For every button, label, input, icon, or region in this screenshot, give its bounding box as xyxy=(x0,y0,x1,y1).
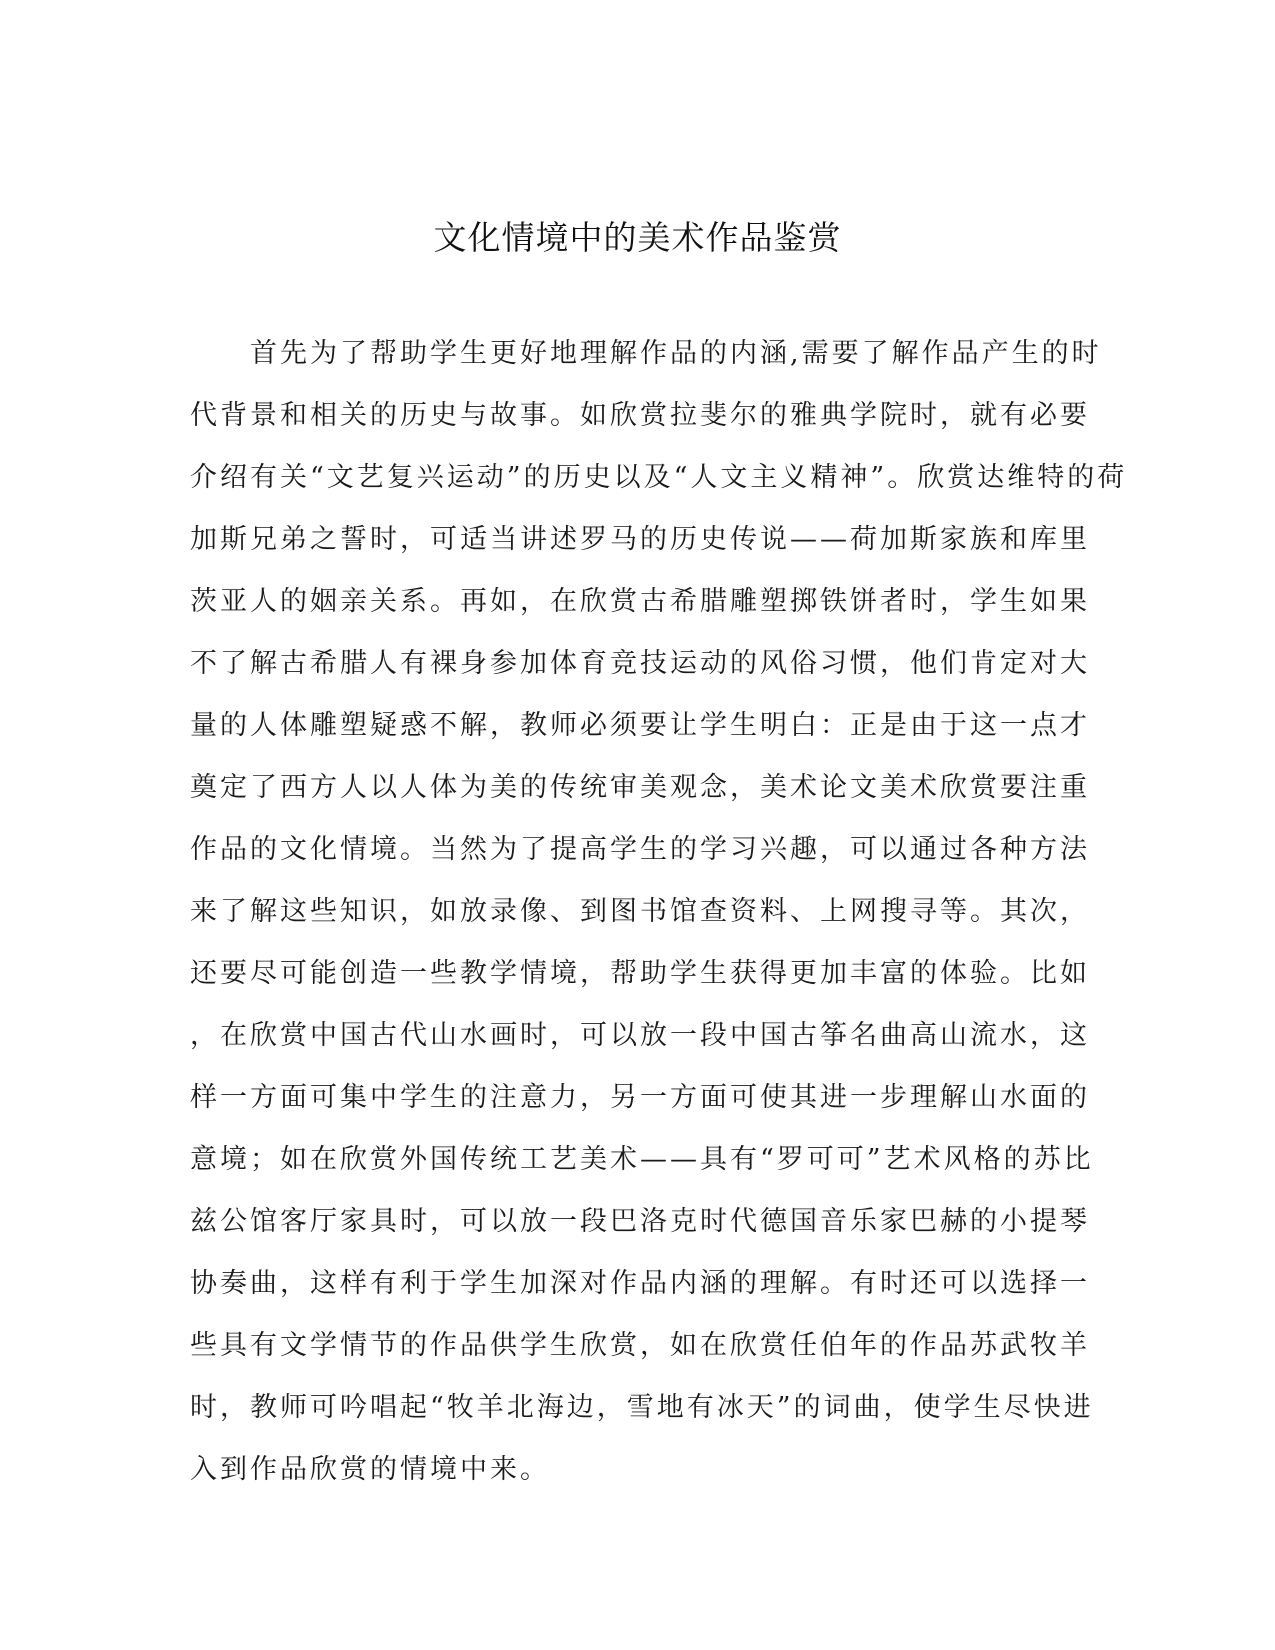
body-line: 介绍有关“文艺复兴运动”的历史以及“人文主义精神”。欣赏达维特的荷 xyxy=(190,462,1128,493)
body-line: 代背景和相关的历史与故事。如欣赏拉斐尔的雅典学院时，就有必要 xyxy=(190,400,1090,431)
body-line: 入到作品欣赏的情境中来。 xyxy=(190,1454,550,1485)
body-line: 兹公馆客厅家具时，可以放一段巴洛克时代德国音乐家巴赫的小提琴 xyxy=(190,1206,1090,1237)
body-line: 些具有文学情节的作品供学生欣赏，如在欣赏任伯年的作品苏武牧羊 xyxy=(190,1330,1090,1361)
body-line: ，在欣赏中国古代山水画时，可以放一段中国古筝名曲高山流水，这 xyxy=(190,1020,1090,1051)
body-line: 还要尽可能创造一些教学情境，帮助学生获得更加丰富的体验。比如 xyxy=(190,958,1090,989)
body-line: 协奏曲，这样有利于学生加深对作品内涵的理解。有时还可以选择一 xyxy=(190,1268,1090,1299)
body-line: 时，教师可吟唱起“牧羊北海边，雪地有冰天”的词曲，使学生尽快进 xyxy=(190,1392,1094,1423)
body-line: 茨亚人的姻亲关系。再如，在欣赏古希腊雕塑掷铁饼者时，学生如果 xyxy=(190,586,1090,617)
body-line: 来了解这些知识，如放录像、到图书馆查资料、上网搜寻等。其次， xyxy=(190,896,1090,927)
body-line: 意境；如在欣赏外国传统工艺美术——具有“罗可可”艺术风格的苏比 xyxy=(190,1144,1094,1175)
body-line: 首先为了帮助学生更好地理解作品的内涵,需要了解作品产生的时 xyxy=(190,338,1102,369)
document-title: 文化情境中的美术作品鉴赏 xyxy=(433,218,842,257)
body-line: 样一方面可集中学生的注意力，另一方面可使其进一步理解山水面的 xyxy=(190,1082,1090,1113)
body-line: 不了解古希腊人有裸身参加体育竞技运动的风俗习惯，他们肯定对大 xyxy=(190,648,1090,679)
body-line: 奠定了西方人以人体为美的传统审美观念，美术论文美术欣赏要注重 xyxy=(190,772,1090,803)
body-line: 量的人体雕塑疑惑不解，教师必须要让学生明白：正是由于这一点才 xyxy=(190,710,1090,741)
document-body xyxy=(190,336,1128,1514)
body-line: 加斯兄弟之誓时，可适当讲述罗马的历史传说——荷加斯家族和库里 xyxy=(190,524,1090,555)
body-line: 作品的文化情境。当然为了提高学生的学习兴趣，可以通过各种方法 xyxy=(190,834,1090,865)
